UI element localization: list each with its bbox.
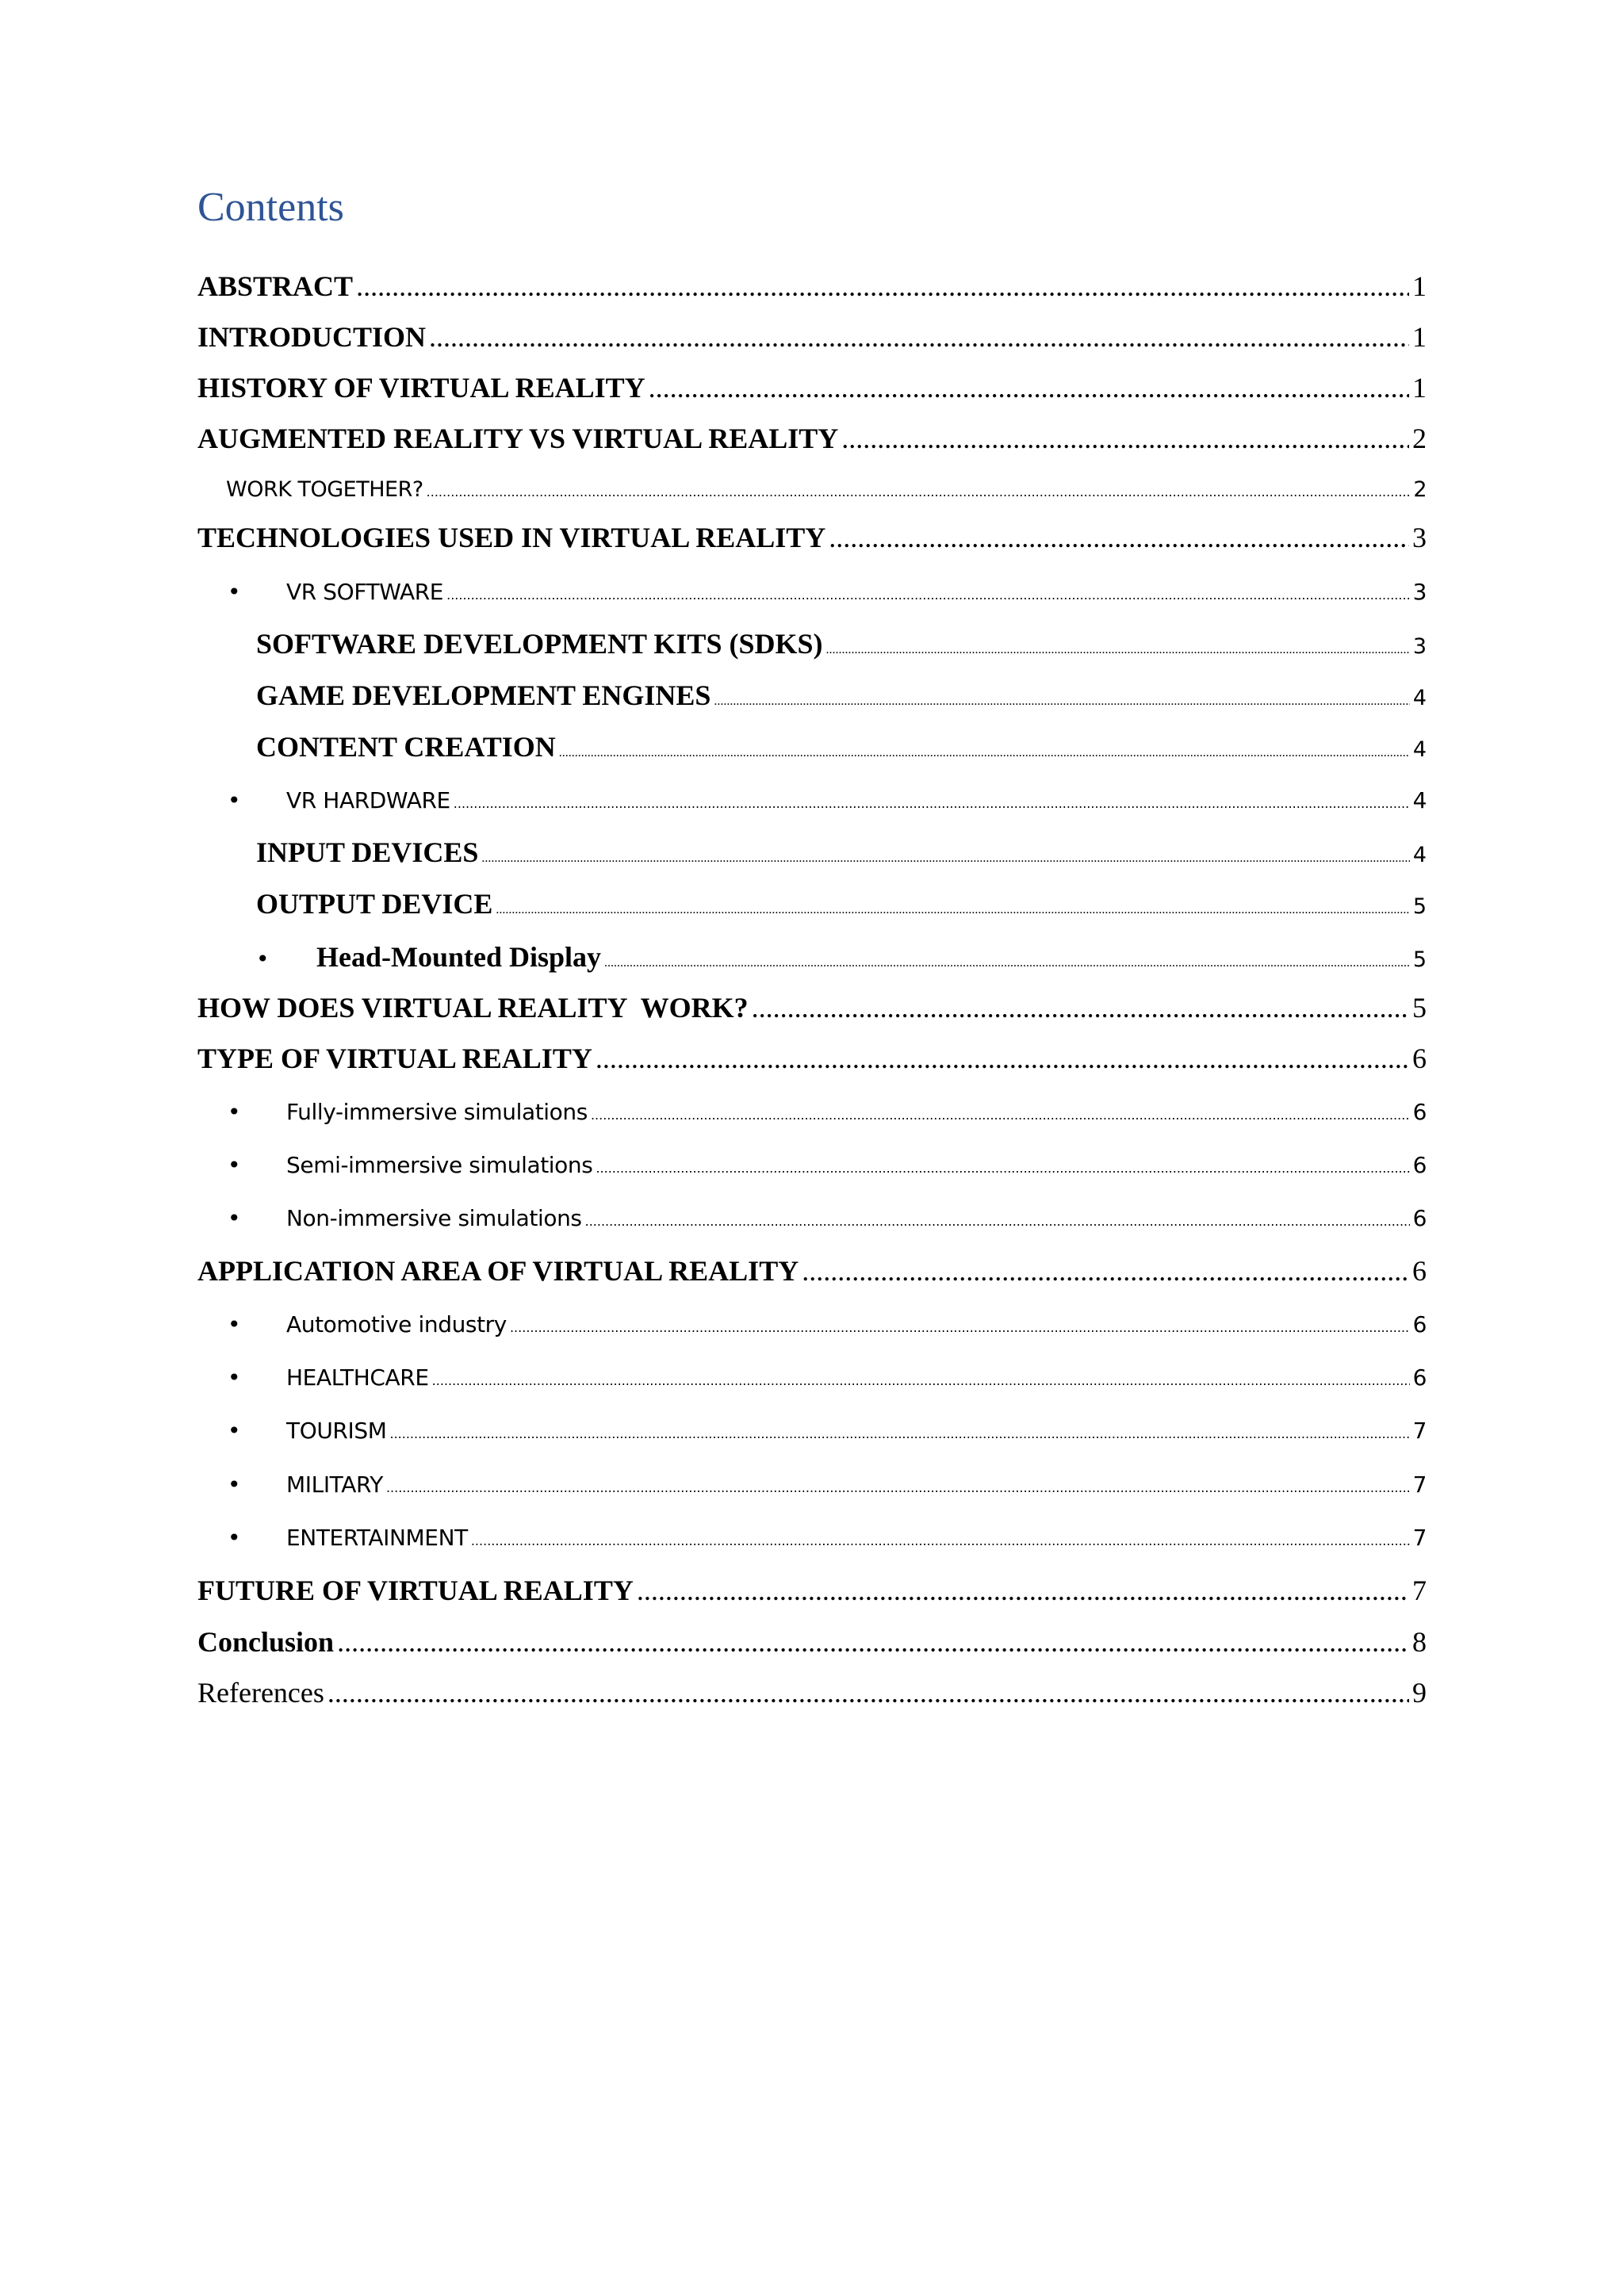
toc-page-number: 9 [1412, 1677, 1427, 1709]
toc-dot-leader [356, 270, 1409, 303]
toc-entry-head-mounted-display[interactable] [256, 940, 1427, 974]
toc-entry-tourism[interactable] [228, 1418, 1427, 1444]
toc-entry-title: WORK TOGETHER? [226, 477, 423, 502]
toc-dot-leader [649, 371, 1409, 404]
toc-entry-title: Non-immersive simulations [286, 1205, 582, 1231]
toc-page-number: 2 [1413, 477, 1427, 502]
toc-entry-fully-immersive[interactable] [228, 1099, 1427, 1125]
toc-entry-application-area[interactable] [197, 1254, 1427, 1288]
bullet-icon: • [228, 579, 241, 605]
toc-page-number: 1 [1412, 372, 1427, 404]
toc-entry-work-together[interactable] [226, 477, 1427, 502]
toc-entry-title: Head-Mounted Display [316, 941, 602, 973]
toc-entry-non-immersive[interactable] [228, 1205, 1427, 1231]
bullet-icon: • [228, 1525, 241, 1551]
toc-entry-title: HOW DOES VIRTUAL REALITY WORK? [197, 992, 749, 1024]
toc-page-number: 6 [1412, 1255, 1427, 1287]
toc-dot-leader [604, 956, 1410, 970]
toc-entry-title: TOURISM [286, 1418, 387, 1444]
toc-entry-abstract[interactable] [197, 270, 1427, 303]
toc-entry-automotive[interactable] [228, 1311, 1427, 1337]
bullet-icon: • [228, 1205, 241, 1231]
toc-page-number: 4 [1412, 787, 1427, 813]
toc-entry-vr-hardware[interactable] [228, 787, 1427, 813]
toc-entry-introduction[interactable] [197, 320, 1427, 354]
toc-heading: Contents [197, 185, 344, 230]
toc-dot-leader [802, 1254, 1409, 1288]
toc-dot-leader [389, 1426, 1409, 1441]
toc-entry-title: GAME DEVELOPMENT ENGINES [256, 679, 711, 711]
toc-entry-future-of-vr[interactable] [197, 1574, 1427, 1607]
toc-dot-leader [337, 1625, 1409, 1659]
toc-dot-leader [559, 746, 1410, 760]
toc-entry-title: VR HARDWARE [286, 787, 450, 813]
toc-entry-title: Conclusion [197, 1626, 335, 1658]
bullet-icon: • [228, 1364, 241, 1391]
toc-entry-title: INPUT DEVICES [256, 836, 479, 868]
toc-entry-sdks[interactable] [256, 627, 1427, 660]
toc-entry-content-creation[interactable] [256, 730, 1427, 763]
toc-dot-leader [327, 1676, 1409, 1709]
toc-page-number: 8 [1412, 1626, 1427, 1658]
toc-page-number: 1 [1412, 321, 1427, 353]
toc-entry-healthcare[interactable] [228, 1364, 1427, 1391]
toc-page-number: 7 [1412, 1418, 1427, 1444]
toc-entry-technologies[interactable] [197, 521, 1427, 554]
toc-entry-input-devices[interactable] [256, 836, 1427, 869]
toc-dot-leader [481, 851, 1409, 866]
toc-page-number: 4 [1412, 686, 1427, 710]
toc-dot-leader [825, 643, 1409, 657]
toc-page-number: 7 [1412, 1525, 1427, 1551]
toc-entry-title: APPLICATION AREA OF VIRTUAL REALITY [197, 1255, 799, 1287]
bullet-icon: • [256, 946, 270, 972]
toc-dot-leader [454, 796, 1410, 811]
toc-entry-title: FUTURE OF VIRTUAL REALITY [197, 1575, 634, 1606]
toc-page-number: 5 [1412, 992, 1427, 1024]
toc-entry-title: ENTERTAINMENT [286, 1525, 468, 1551]
toc-entry-title: ABSTRACT [197, 270, 354, 302]
toc-page-number: 6 [1412, 1205, 1427, 1231]
toc-page-number: 5 [1412, 894, 1427, 919]
toc-page-number: 6 [1412, 1311, 1427, 1337]
toc-entry-vr-software[interactable] [228, 579, 1427, 605]
toc-dot-leader [596, 1161, 1409, 1176]
toc-entry-title: TECHNOLOGIES USED IN VIRTUAL REALITY [197, 522, 826, 553]
toc-dot-leader [752, 991, 1409, 1024]
toc-entry-title: References [197, 1677, 324, 1709]
toc-dot-leader [591, 1108, 1410, 1123]
toc-page-number: 3 [1412, 579, 1427, 605]
toc-dot-leader [432, 1373, 1410, 1388]
bullet-icon: • [228, 1471, 241, 1498]
toc-dot-leader [446, 587, 1409, 603]
toc-page-number: 3 [1412, 522, 1427, 553]
toc-page-number: 3 [1412, 634, 1427, 659]
toc-page-number: 7 [1412, 1471, 1427, 1498]
toc-dot-leader [496, 903, 1409, 917]
toc-dot-leader [510, 1320, 1410, 1335]
toc-page-number: 7 [1412, 1575, 1427, 1606]
bullet-icon: • [228, 1418, 241, 1444]
toc-entry-type-of-vr[interactable] [197, 1042, 1427, 1075]
toc-entry-semi-immersive[interactable] [228, 1152, 1427, 1178]
toc-dot-leader [386, 1480, 1410, 1495]
toc-entry-history[interactable] [197, 371, 1427, 404]
bullet-icon: • [228, 1152, 241, 1178]
toc-entry-title: HEALTHCARE [286, 1364, 429, 1391]
toc-entry-title: Fully-immersive simulations [286, 1099, 588, 1125]
toc-page-number: 6 [1412, 1099, 1427, 1125]
toc-entry-title: OUTPUT DEVICE [256, 888, 493, 920]
toc-page-number: 4 [1412, 737, 1427, 762]
toc-entry-title: Semi-immersive simulations [286, 1152, 593, 1178]
toc-dot-leader [429, 320, 1409, 354]
toc-dot-leader [596, 1042, 1409, 1075]
toc-entry-military[interactable] [228, 1471, 1427, 1498]
toc-entry-title: Automotive industry [286, 1311, 507, 1337]
toc-entry-conclusion[interactable] [197, 1625, 1427, 1659]
toc-entry-augmented-vs-virtual[interactable] [197, 422, 1427, 455]
toc-entry-title: HISTORY OF VIRTUAL REALITY [197, 372, 645, 404]
toc-page-number: 6 [1412, 1152, 1427, 1178]
toc-page-number: 5 [1412, 947, 1427, 972]
toc-dot-leader [471, 1533, 1410, 1548]
toc-page-number: 4 [1412, 843, 1427, 867]
toc-entry-title: VR SOFTWARE [286, 579, 444, 605]
toc-entry-title: MILITARY [286, 1471, 383, 1498]
toc-dot-leader [585, 1214, 1410, 1229]
bullet-icon: • [228, 1311, 241, 1337]
toc-entry-game-engines[interactable] [256, 679, 1427, 712]
toc-entry-title: CONTENT CREATION [256, 731, 556, 763]
toc-entry-output-device[interactable] [256, 887, 1427, 920]
toc-entry-title: TYPE OF VIRTUAL REALITY [197, 1043, 592, 1074]
bullet-icon: • [228, 787, 241, 813]
toc-entry-title: SOFTWARE DEVELOPMENT KITS (SDKS) [256, 628, 823, 660]
toc-entry-title: INTRODUCTION [197, 321, 427, 353]
toc-page-number: 2 [1412, 423, 1427, 454]
toc-dot-leader [427, 484, 1411, 499]
bullet-icon: • [228, 1099, 241, 1125]
toc-entry-how-does-vr-work[interactable] [197, 991, 1427, 1024]
toc-entry-entertainment[interactable] [228, 1525, 1427, 1551]
toc-dot-leader [637, 1574, 1409, 1607]
toc-dot-leader [829, 521, 1409, 554]
toc-entry-references[interactable] [197, 1676, 1427, 1709]
toc-page-number: 6 [1412, 1043, 1427, 1074]
toc-dot-leader [714, 695, 1409, 709]
toc-entry-title: AUGMENTED REALITY VS VIRTUAL REALITY [197, 423, 839, 454]
toc-page-number: 6 [1412, 1364, 1427, 1391]
toc-dot-leader [841, 422, 1409, 455]
toc-page-number: 1 [1412, 270, 1427, 302]
